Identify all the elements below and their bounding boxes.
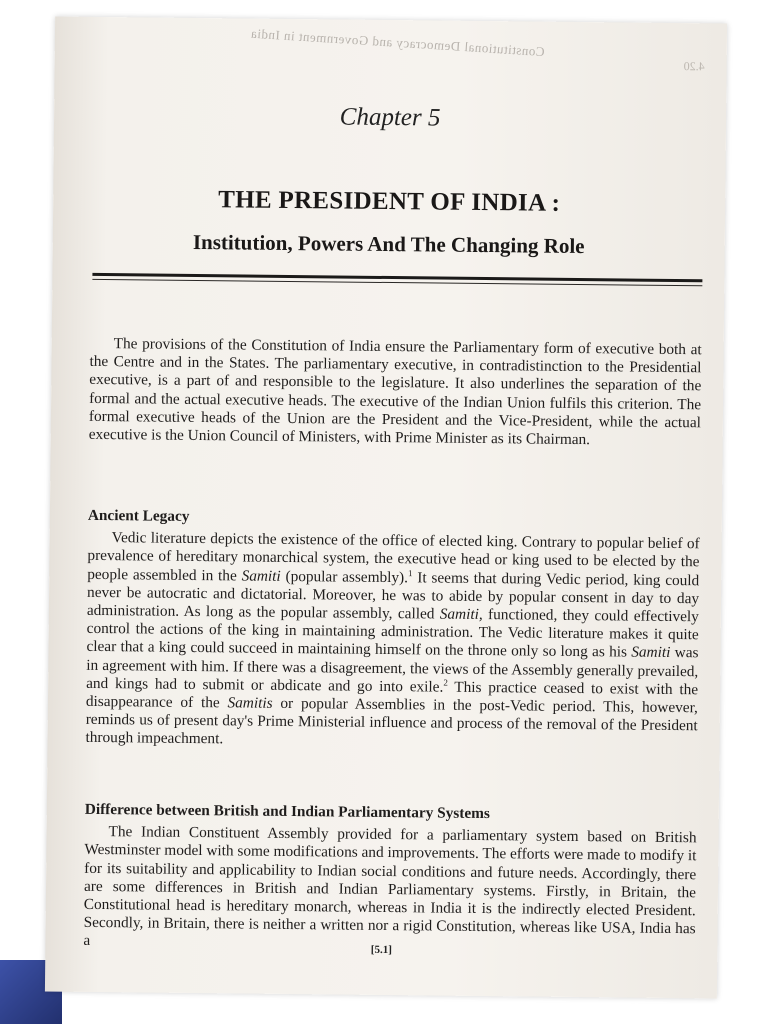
running-head-bleed: Constitutional Democracy and Government in India [250,25,546,60]
section-paragraph: Vedic literature depicts the existence of the office of elected king. Contrary to popular belief of prevalence of hereditary monarchical system, the executive head or king used to be elected by the people assembled in the Samiti (popular assembly).$^1$ It seems that during Vedic period, king could never be autocratic and dictatorial. Moreover, he was to abide by popular consent in day to day administration. As long as the popular assembly, called Samiti, functioned, they could effectively control the actions of the king in maintaining administration. The Vedic literature makes it quite clear that a king could succeed in maintaining himself on the throne only so long as his Samiti was in agreement with him. If there was a disagreement, the views of the Assembly generally prevailed, and kings had to submit or abdicate and go into exile.$^2$ This practice ceased to exist with the disappearance of the Samitis or popular Assemblies in the post-Vedic period. This, however, reminds us of present day's Prime Ministerial influence and process of the removal of the President through impeachment. [85,529,700,748]
bleed-page-number: 4.20 [683,59,705,74]
intro-paragraph: The provisions of the Constitution of India ensure the Parliamentary form of executive both at the Centre and in the States. The parliamentary executive, in contradistinction to the Presidential executive, is a part of and responsible to the legislature. It also underlines the separation of the formal and the actual executive heads. The executive of the Indian Union fulfils this criterion. The formal executive heads of the Union are the President and the Vice-President, while the actual executive is the Union Council of Ministers, with Prime Minister as its Chairman. [88,335,702,449]
chapter-label: Chapter 5 [339,103,441,132]
section-paragraph: The Indian Constituent Assembly provided for a parliamentary system based on British Westminster model with some modifications and improvements. The efforts were made to modify it for its suitability and applicability to Indian social conditions and future needs. Accordingly, there are some differences in British and Indian Parliamentary systems. Firstly, in Britain, the Constitutional head is hereditary monarch, whereas in India it is the indirectly elected President. Secondly, in Britain, there is neither a written nor a rigid Constitution, whereas like USA, India has a [83,823,697,950]
chapter-subtitle: Institution, Powers And The Changing Role [192,229,585,259]
chapter-title: THE PRESIDENT OF INDIA : [218,186,561,217]
book-page [45,17,727,999]
section-difference [83,795,697,957]
footnote-marker: 2 [443,677,448,688]
footnote-marker: 1 [407,567,413,578]
title-rule-thick [92,273,702,282]
section-heading: Difference between British and Indian Parliamentary Systems [84,800,490,823]
section-heading: Ancient Legacy [87,506,190,525]
section-ancient-legacy [85,501,700,754]
page-number: [5.1] [370,943,392,957]
